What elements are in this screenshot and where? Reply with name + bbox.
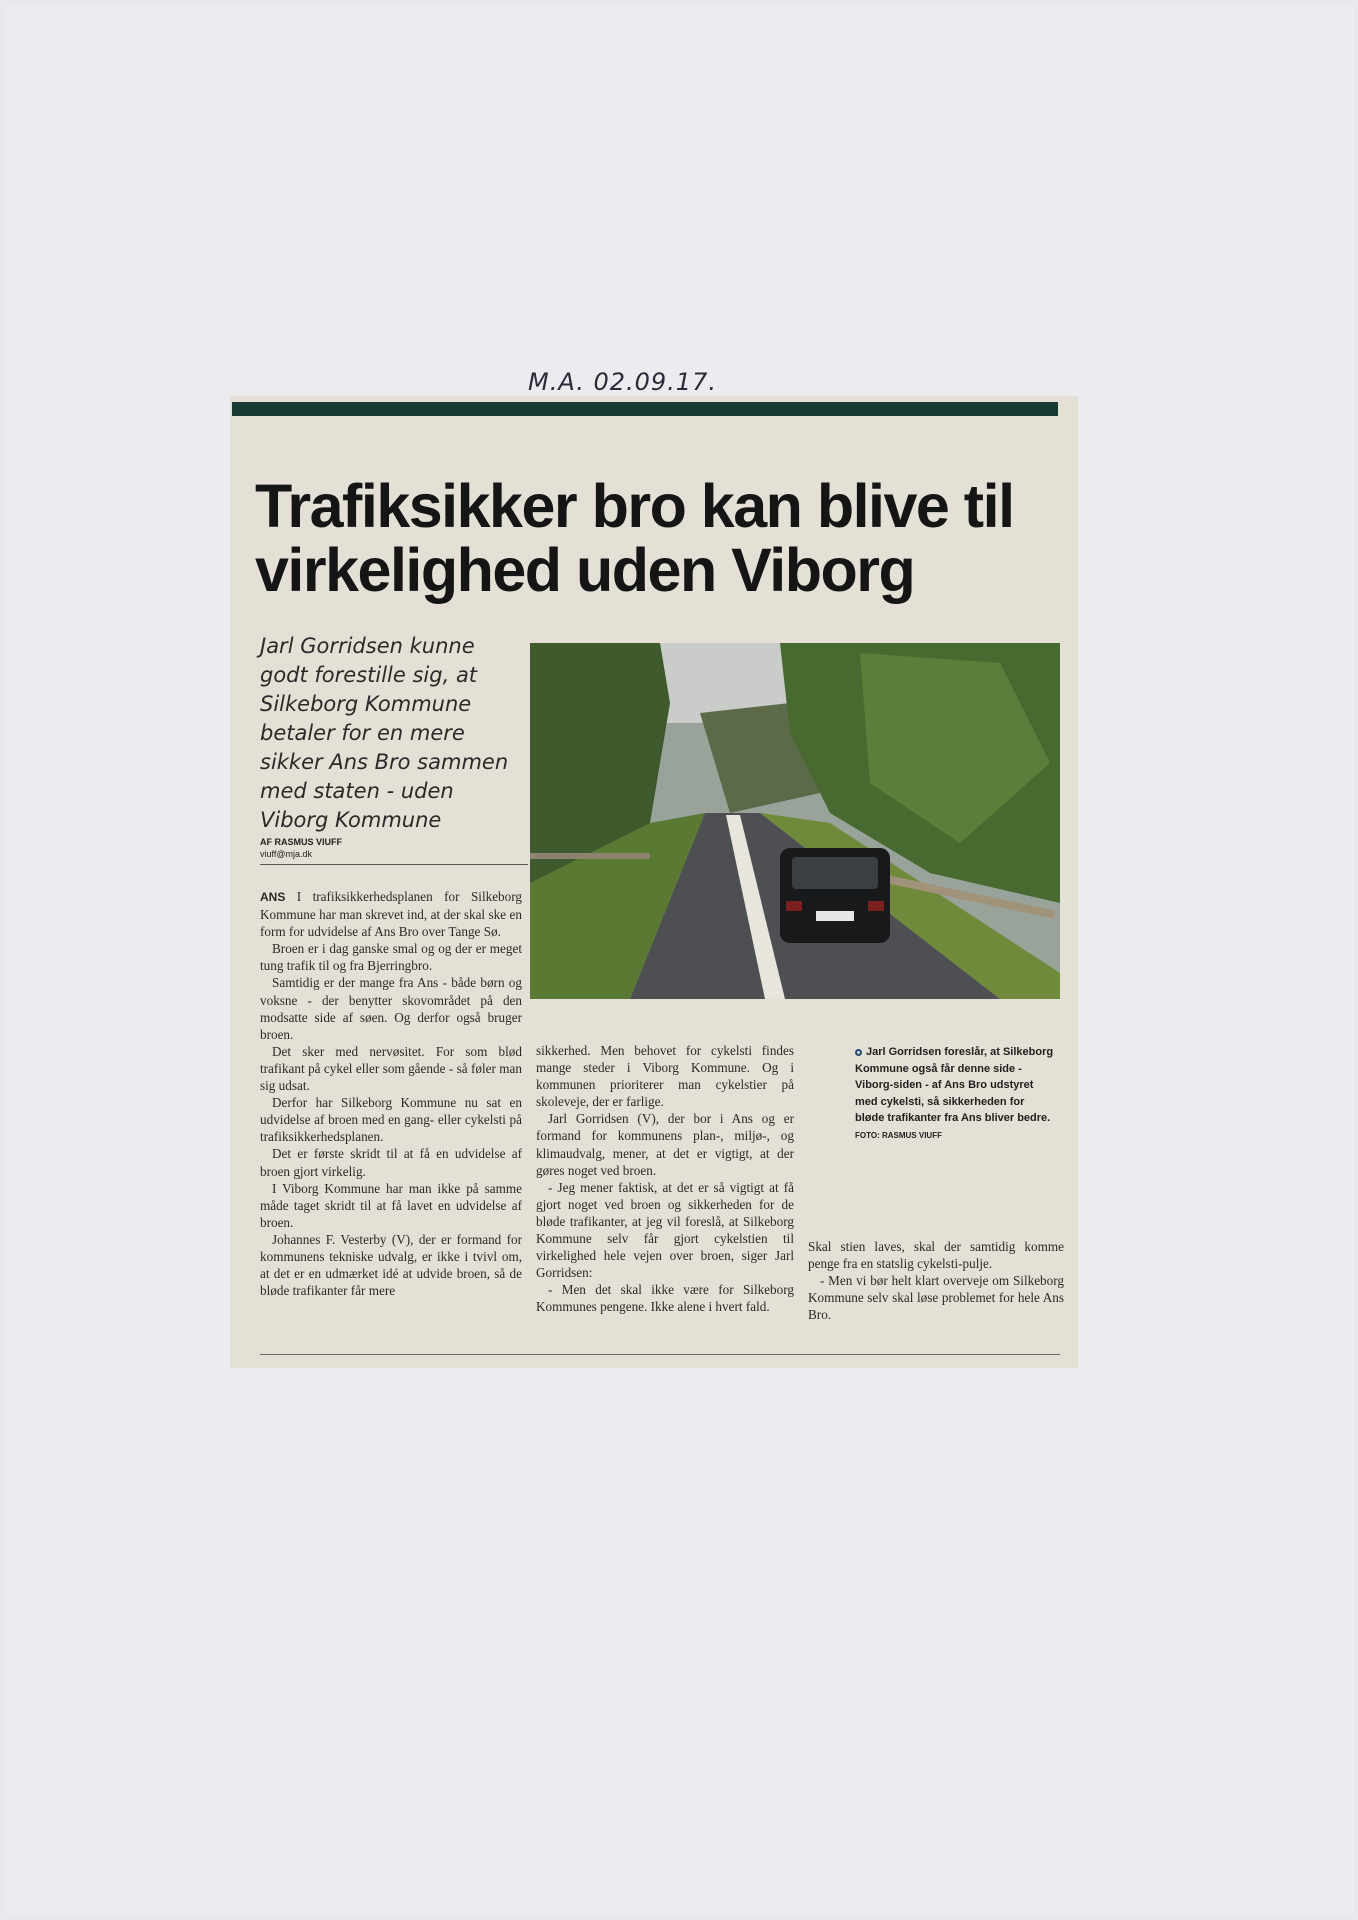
paragraph: Jarl Gorridsen (V), der bor i Ans og er formand for kommunens plan-, miljø-, og klimaudvalg, mener, at det er vigtigt, at der gøres noget ved broen. bbox=[536, 1111, 794, 1178]
byline bbox=[260, 836, 528, 865]
paragraph: - Men det skal ikke være for Silkeborg Kommunes pengene. Ikke alene i hvert fald. bbox=[536, 1282, 794, 1315]
paragraph: I Viborg Kommune har man ikke på samme måde taget skridt til at få lavet en udvidelse af broen. bbox=[260, 1180, 522, 1230]
paragraph: Det sker med nervøsitet. For som blød trafikant på cykel eller som gående - så føler man sig udsat. bbox=[260, 1043, 522, 1094]
column-1 bbox=[260, 888, 522, 1299]
paragraph: Det er første skridt til at få en udvidelse af broen gjort virkelig. bbox=[260, 1146, 522, 1179]
paragraph: Broen er i dag ganske smal og og der er meget tung trafik til og fra Bjerringbro. bbox=[260, 941, 522, 974]
paragraph: - Men vi bør helt klart overveje om Silkeborg Kommune selv skal løse problemet for hele Ans Bro. bbox=[808, 1273, 1064, 1323]
article-photo bbox=[530, 643, 1060, 999]
paragraph: ANS I trafiksikkerhedsplanen for Silkeborg Kommune har man skrevet ind, at der skal ske en form for udvidelse af Ans Bro over Tange Sø. bbox=[260, 889, 522, 940]
paragraph: Johannes F. Vesterby (V), der er formand for kommunens tekniske udvalg, er ikke i tvivl om, at det er en udmærket idé at udvide broen, så de bløde trafikanter får mere bbox=[260, 1231, 522, 1299]
photo-credit: FOTO: RASMUS VIUFF bbox=[855, 1130, 942, 1140]
byline-author: AF RASMUS VIUFF bbox=[260, 837, 342, 847]
car bbox=[780, 848, 890, 943]
byline-email: viuff@mja.dk bbox=[260, 849, 312, 859]
paragraph: - Jeg mener faktisk, at det er så vigtigt at få gjort noget ved broen og sikkerheden for de bløde trafikanter, at jeg vil foreslå, at Silkeborg Kommune selv får gjort cykelstien til virkelighed hele vejen over broen, siger Jarl Gorridsen: bbox=[536, 1179, 794, 1281]
article-ingress: Jarl Gorridsen kunne godt forestille sig, at Silkeborg Kommune betaler for en mere sikker Ans Bro sammen med staten - uden Viborg Kommune bbox=[260, 634, 509, 832]
lead-word: ANS bbox=[260, 890, 286, 904]
photo-caption: Jarl Gorridsen foreslår, at Silkeborg Kommune også får denne side - Viborg-siden - af Ans Bro udstyret med cykelsti, så sikkerheden for bløde trafikanter fra Ans bliver bedre. FOTO: RASMUS VIUFF bbox=[855, 1046, 1054, 1140]
article-headline: Trafiksikker bro kan blive til virkelighed uden Viborg bbox=[255, 472, 1014, 604]
top-color-bar bbox=[232, 402, 1058, 416]
paragraph: Skal stien laves, skal der samtidig komme penge fra en statslig cykelsti-pulje. bbox=[808, 1239, 1064, 1272]
newspaper-clipping bbox=[230, 396, 1078, 1368]
bottom-divider bbox=[260, 1354, 1060, 1355]
column-3 bbox=[808, 1238, 1064, 1323]
paragraph: sikkerhed. Men behovet for cykelsti findes mange steder i Viborg Kommune. Og i kommunen prioriterer man cykelstier på skoleveje, der er farlige. bbox=[536, 1043, 794, 1110]
handwritten-date-note: M.A. 02.09.17. bbox=[528, 368, 717, 396]
caption-bullet-icon bbox=[855, 1049, 862, 1056]
paragraph: Derfor har Silkeborg Kommune nu sat en udvidelse af broen med en gang- eller cykelsti på trafiksikkerhedsplanen. bbox=[260, 1095, 522, 1145]
column-2 bbox=[536, 1042, 794, 1316]
paragraph: Samtidig er der mange fra Ans - både børn og voksne - der benytter skovområdet på den modsatte side af søen. Og derfor også bruger broen. bbox=[260, 975, 522, 1042]
